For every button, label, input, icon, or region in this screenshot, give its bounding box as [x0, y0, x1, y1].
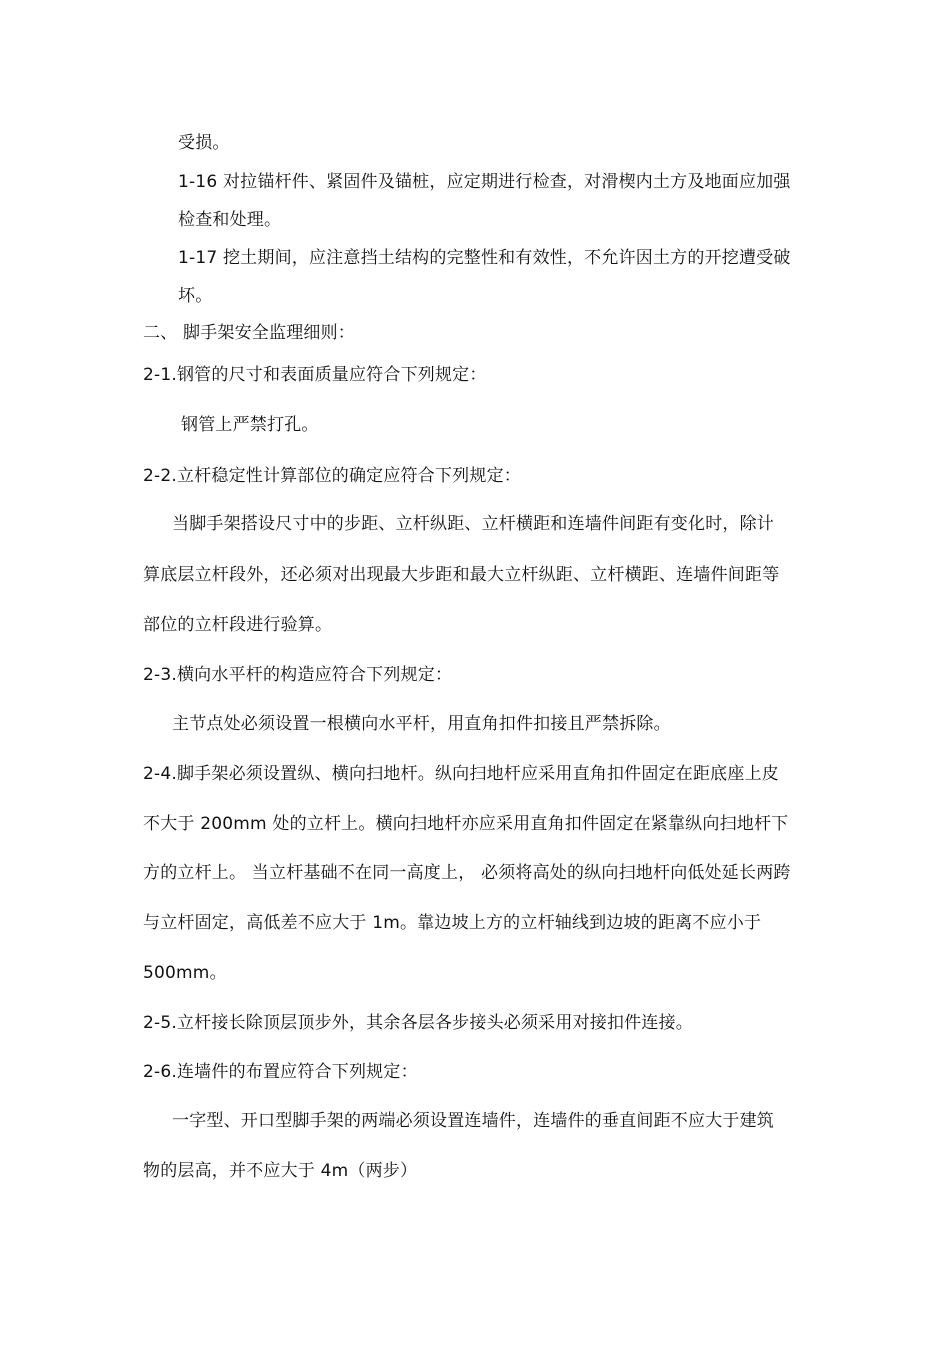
clause-heading: 2-3.横向水平杆的构造应符合下列规定：	[143, 665, 453, 685]
clause-heading: 2-6.连墙件的布置应符合下列规定：	[143, 1062, 418, 1082]
text-line: 算底层立杆段外，还必须对出现最大步距和最大立杆纵距、立杆横距、连墙件间距等	[143, 565, 780, 585]
text-line: 物的层高，并不应大于 4m（两步）	[143, 1161, 418, 1181]
text-line: 方的立杆上。 当立杆基础不在同一高度上， 必须将高处的纵向扫地杆向低处延长两跨	[143, 863, 791, 883]
text-line: 钢管上严禁打孔。	[181, 415, 319, 435]
text-line: 主节点处必须设置一根横向水平杆，用直角扣件扣接且严禁拆除。	[172, 714, 671, 734]
text-line: 部位的立杆段进行验算。	[143, 615, 333, 635]
text-line: 受损。	[178, 133, 230, 153]
text-line: 500mm。	[143, 963, 227, 983]
text-line: 一字型、开口型脚手架的两端必须设置连墙件，连墙件的垂直间距不应大于建筑	[172, 1111, 774, 1131]
text-line: 检查和处理。	[178, 210, 282, 230]
text-line: 不大于 200mm 处的立杆上。横向扫地杆亦应采用直角扣件固定在紧靠纵向扫地杆下	[143, 814, 789, 834]
text-line: 坏。	[178, 286, 213, 306]
text-line: 1-17 挖土期间，应注意挡土结构的完整性和有效性，不允许因土方的开挖遭受破	[178, 248, 791, 268]
clause-heading: 2-5.立杆接长除顶层顶步外，其余各层各步接头必须采用对接扣件连接。	[143, 1013, 693, 1033]
section-heading: 二、 脚手架安全监理细则：	[143, 323, 356, 343]
clause-heading: 2-2.立杆稳定性计算部位的确定应符合下列规定：	[143, 466, 521, 486]
clause-heading: 2-1.钢管的尺寸和表面质量应符合下列规定：	[143, 365, 487, 385]
text-line: 当脚手架搭设尺寸中的步距、立杆纵距、立杆横距和连墙件间距有变化时，除计	[172, 514, 774, 534]
text-line: 1-16 对拉锚杆件、紧固件及锚桩，应定期进行检查，对滑楔内土方及地面应加强	[178, 172, 791, 192]
clause-heading: 2-4.脚手架必须设置纵、横向扫地杆。纵向扫地杆应采用直角扣件固定在距底座上皮	[143, 764, 779, 784]
text-line: 与立杆固定，高低差不应大于 1m。靠边坡上方的立杆轴线到边坡的距离不应小于	[143, 913, 762, 933]
